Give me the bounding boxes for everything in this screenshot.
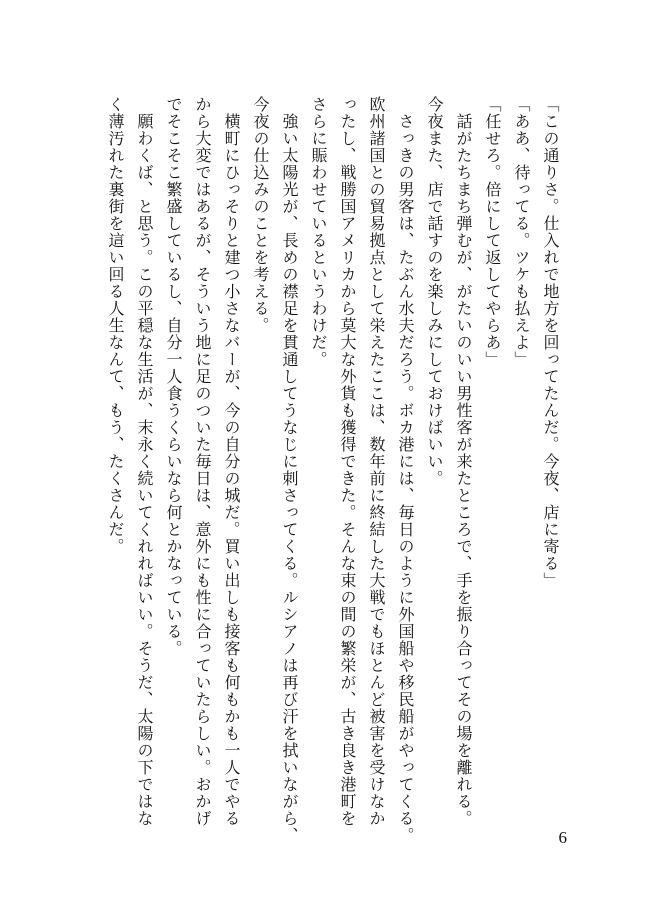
- text-line: でそこそこ繁盛しているし、自分一人食うくらいなら何とかなっている。: [164, 96, 183, 657]
- text-line: さらに賑わせているというわけだ。: [309, 96, 328, 368]
- text-line: 今夜の仕込みのことを考える。: [251, 96, 270, 334]
- text-line: 「任せろ。倍にして返してやらあ」: [483, 96, 502, 368]
- text-line: 「この通りさ。仕入れで地方を回ってたんだ。今夜、店に寄る」: [541, 96, 560, 589]
- text-line: く薄汚れた裏街を這い回る人生なんて、もう、たくさんだ。: [106, 96, 125, 555]
- text-line: 今夜また、店で話すのを楽しみにしておけばいい。: [425, 96, 444, 487]
- text-line: 強い太陽光が、長めの襟足を貫通してうなじに刺さってくる。ルシアノは再び汗を拭いながら、: [280, 96, 299, 844]
- text-line: 欧州諸国との貿易拠点として栄えたここは、数年前に終結した大戦でもほとんど被害を受けなか: [367, 96, 386, 827]
- page-number: 6: [558, 828, 567, 847]
- text-line: ったし、戦勝国アメリカから莫大な外貨も獲得できた。そんな束の間の繁栄が、古き良き港町を: [338, 96, 357, 827]
- text-line: 話がたちまち弾むが、がたいのいい男性客が来たところで、手を振り合ってその場を離れる。: [454, 96, 473, 827]
- text-line: から大変ではあるが、そういう地に足のついた毎日は、意外にも性に合っていたらしい。おかげ: [193, 96, 212, 827]
- text-line: 横町にひっそりと建つ小さなバーが、今の自分の城だ。買い出しも接客も何もかも一人でやる: [222, 96, 241, 827]
- text-line: 願わくば、と思う。この平穏な生活が、末永く続いてくれればいい。そうだ、太陽の下ではな: [135, 96, 154, 827]
- text-line: さっきの男客は、たぶん水夫だろう。ボカ港には、毎日のように外国船や移民船がやってくる。: [396, 96, 415, 844]
- text-line: 「ああ、待ってる。ツケも払えよ」: [512, 96, 531, 368]
- body-text: [65, 96, 565, 844]
